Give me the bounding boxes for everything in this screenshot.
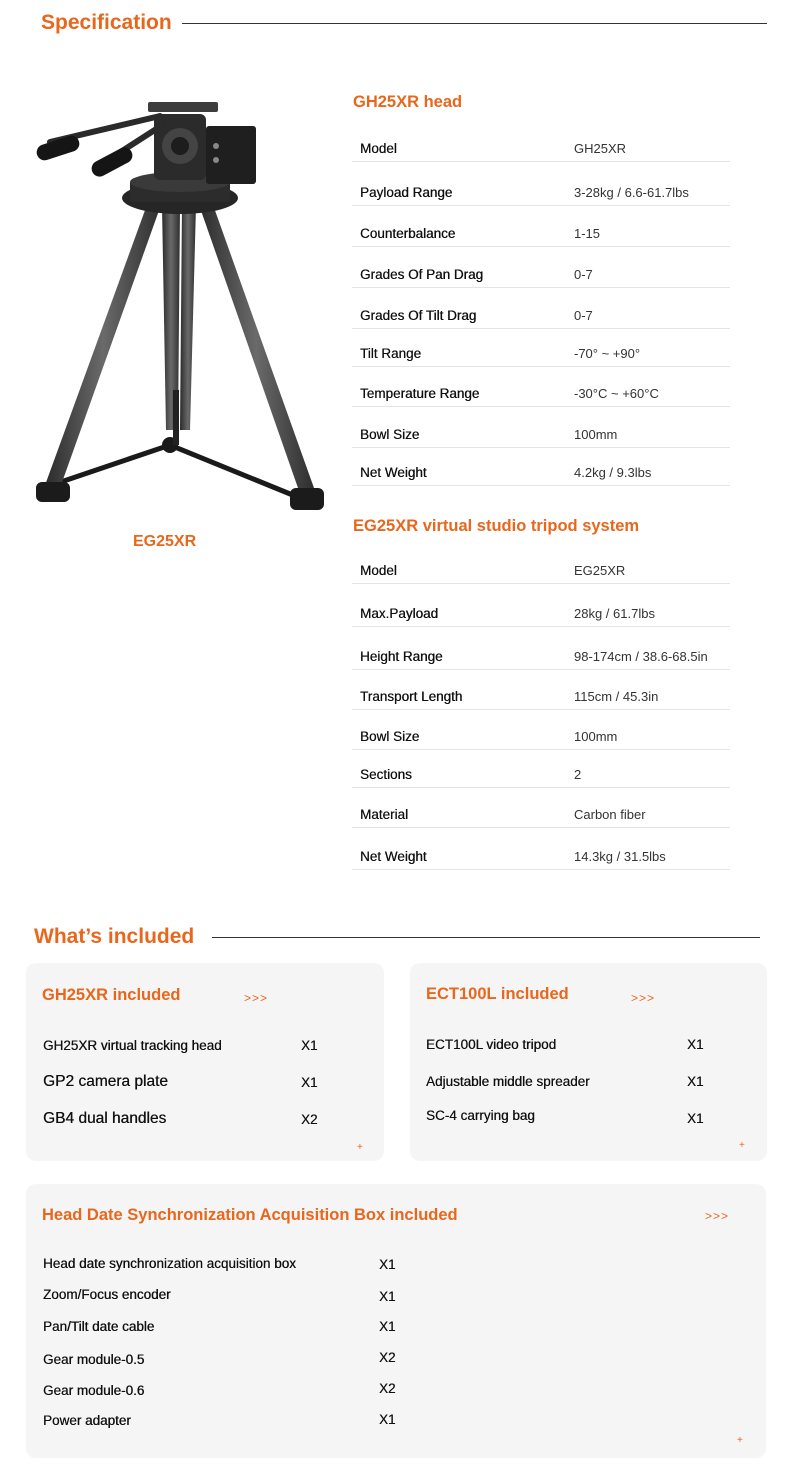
list-item: ECT100L video tripod xyxy=(426,1037,557,1052)
list-item: Pan/Tilt date cable xyxy=(43,1319,155,1334)
list-item: GB4 dual handles xyxy=(43,1110,167,1127)
spec-row xyxy=(352,407,730,448)
spec-row xyxy=(352,788,730,828)
spec-row xyxy=(352,448,730,486)
spec-value: EG25XR xyxy=(574,563,626,578)
spec-key: Height Range xyxy=(360,649,443,664)
spec-key: Payload Range xyxy=(360,185,453,200)
included-heading xyxy=(34,925,760,949)
spec-value: 4.2kg / 9.3lbs xyxy=(574,465,652,480)
system-spec-block xyxy=(352,517,730,870)
plus-icon: + xyxy=(739,1140,745,1151)
card-title: GH25XR included xyxy=(42,986,181,1004)
item-quantity: X1 xyxy=(379,1257,396,1272)
spec-value: -70° ~ +90° xyxy=(574,346,641,361)
spec-key: Grades Of Tilt Drag xyxy=(360,308,477,323)
list-item: Gear module-0.6 xyxy=(43,1383,145,1398)
spec-row xyxy=(352,329,730,367)
arrows-icon: >>> xyxy=(244,991,269,1005)
spec-value: 115cm / 45.3in xyxy=(574,689,659,704)
list-item: SC-4 carrying bag xyxy=(426,1108,535,1123)
spec-key: Counterbalance xyxy=(360,226,456,241)
spec-value: 0-7 xyxy=(574,308,593,323)
item-quantity: X1 xyxy=(301,1038,318,1053)
head-spec-table xyxy=(352,126,730,486)
spec-value: 0-7 xyxy=(574,267,593,282)
spec-key: Net Weight xyxy=(360,849,427,864)
spec-row xyxy=(352,162,730,206)
plus-icon: + xyxy=(357,1142,363,1153)
item-quantity: X2 xyxy=(301,1112,318,1127)
spec-row xyxy=(352,550,730,584)
spec-row xyxy=(352,367,730,407)
spec-key: Temperature Range xyxy=(360,386,480,401)
spec-key: Bowl Size xyxy=(360,729,420,744)
item-quantity: X1 xyxy=(687,1074,704,1089)
list-item: Head date synchronization acquisition box xyxy=(43,1256,296,1271)
specification-title: Specification xyxy=(41,11,172,34)
specification-heading xyxy=(41,11,767,35)
spec-value: 28kg / 61.7lbs xyxy=(574,606,655,621)
spec-row xyxy=(352,710,730,750)
item-quantity: X2 xyxy=(379,1381,396,1396)
system-spec-title: EG25XR virtual studio tripod system xyxy=(353,517,640,535)
list-item: GH25XR virtual tracking head xyxy=(43,1038,222,1053)
list-item: Zoom/Focus encoder xyxy=(43,1287,171,1302)
spec-row xyxy=(352,247,730,288)
spec-row xyxy=(352,288,730,329)
list-item: Power adapter xyxy=(43,1413,131,1428)
list-item: Gear module-0.5 xyxy=(43,1352,145,1367)
spec-value: 2 xyxy=(574,767,582,782)
item-quantity: X1 xyxy=(379,1412,396,1427)
spec-key: Material xyxy=(360,807,409,822)
spec-value: 14.3kg / 31.5lbs xyxy=(574,849,666,864)
spec-value: 100mm xyxy=(574,427,618,442)
spec-key: Transport Length xyxy=(360,689,463,704)
spec-row xyxy=(352,627,730,670)
heading-divider xyxy=(212,937,760,938)
sync-box-included-card xyxy=(26,1184,766,1458)
tripod-product-image xyxy=(30,90,330,520)
spec-value: 98-174cm / 38.6-68.5in xyxy=(574,649,708,664)
ect100l-included-card xyxy=(410,963,767,1161)
spec-value: -30°C ~ +60°C xyxy=(574,386,659,401)
list-item: GP2 camera plate xyxy=(43,1073,168,1090)
heading-divider xyxy=(182,23,767,24)
spec-row xyxy=(352,206,730,247)
system-spec-table xyxy=(352,550,730,870)
item-quantity: X1 xyxy=(379,1289,396,1304)
head-spec-title: GH25XR head xyxy=(353,93,463,111)
item-quantity: X1 xyxy=(301,1075,318,1090)
spec-row xyxy=(352,584,730,627)
arrows-icon: >>> xyxy=(631,991,656,1005)
spec-key: Max.Payload xyxy=(360,606,439,621)
spec-value: 1-15 xyxy=(574,226,601,241)
spec-key: Model xyxy=(360,563,397,578)
item-quantity: X2 xyxy=(379,1350,396,1365)
spec-key: Net Weight xyxy=(360,465,427,480)
card-title: Head Date Synchronization Acquisition Box included xyxy=(42,1206,458,1224)
item-quantity: X1 xyxy=(379,1319,396,1334)
spec-key: Tilt Range xyxy=(360,346,422,361)
spec-key: Bowl Size xyxy=(360,427,420,442)
spec-key: Grades Of Pan Drag xyxy=(360,267,484,282)
spec-value: GH25XR xyxy=(574,141,627,156)
spec-row xyxy=(352,670,730,710)
item-quantity: X1 xyxy=(687,1111,704,1126)
arrows-icon: >>> xyxy=(705,1209,730,1223)
head-spec-block xyxy=(352,93,730,486)
product-name: EG25XR xyxy=(133,533,197,550)
spec-key: Model xyxy=(360,141,397,156)
spec-key: Sections xyxy=(360,767,412,782)
card-title: ECT100L included xyxy=(426,985,569,1003)
plus-icon: + xyxy=(737,1435,743,1446)
list-item: Adjustable middle spreader xyxy=(426,1074,590,1089)
spec-value: Carbon fiber xyxy=(574,807,646,822)
spec-row xyxy=(352,750,730,788)
item-quantity: X1 xyxy=(687,1037,704,1052)
spec-value: 100mm xyxy=(574,729,618,744)
spec-row xyxy=(352,126,730,162)
gh25xr-included-card xyxy=(26,963,384,1161)
spec-row xyxy=(352,828,730,870)
spec-value: 3-28kg / 6.6-61.7lbs xyxy=(574,185,689,200)
included-title: What’s included xyxy=(34,925,195,948)
